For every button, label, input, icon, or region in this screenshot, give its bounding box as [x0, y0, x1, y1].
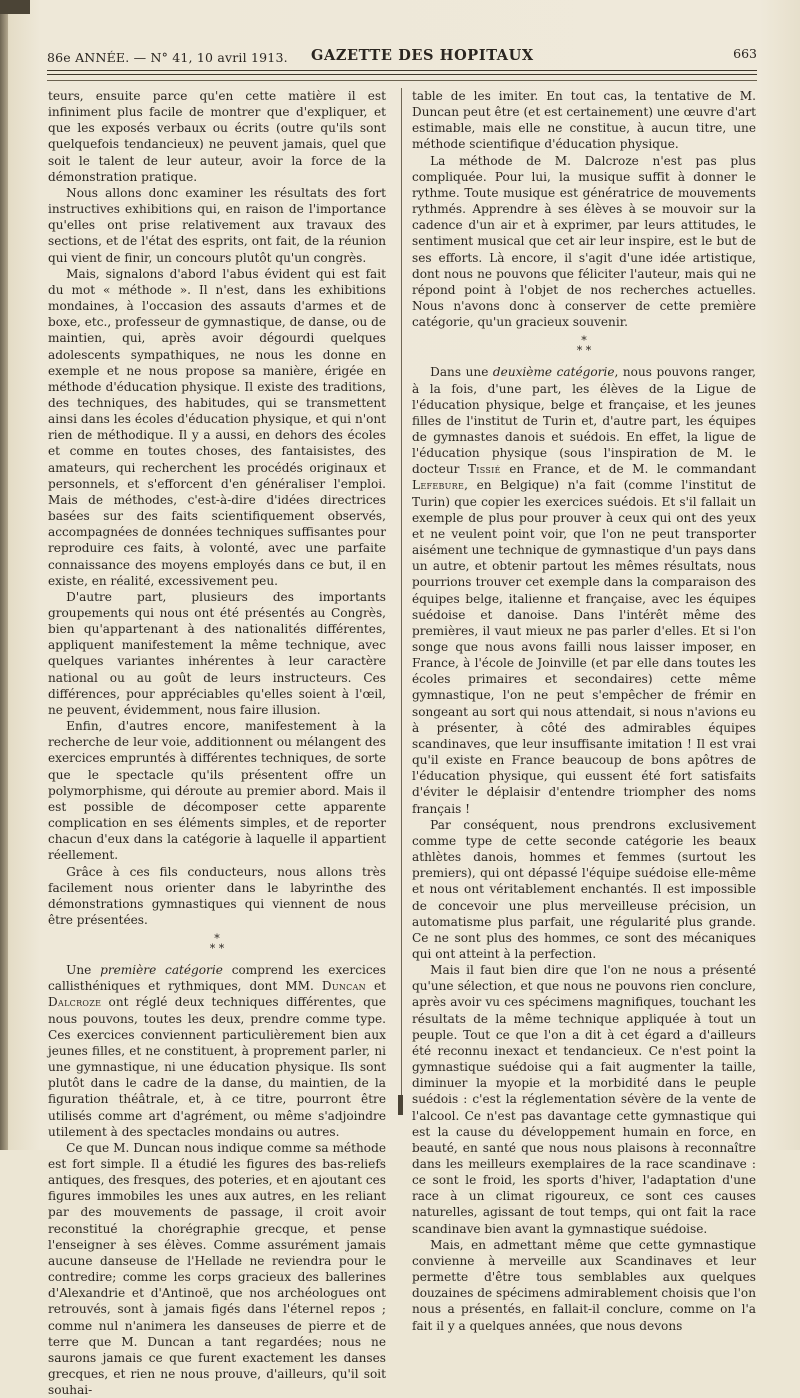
paragraph: Par conséquent, nous prendrons exclusivement comme type de cette seconde catégorie les beaux athlètes danois, hommes et femmes (surtout les premiers), qui ont dépassé l'équipe suédoise elle-même et nous ont véritablement enchantés. Il est impossible de concevoir une plus merveilleuse précision, un automatisme plus parfait, une régularité plus grande. Ce ne sont plus des hommes, ce sont des mécaniques qui ont atteint à la perfection.	[412, 817, 756, 961]
paragraph: Mais, en admettant même que cette gymnastique convienne à merveille aux Scandinaves et leur permette d'être tous semblables aux quelques douzaines de spécimens admirablement choisis que l'on nous a présentés, en fallait-il conclure, comme on l'a fait il y a quelques années, que nous devons	[412, 1237, 757, 1333]
header-rule-lower	[47, 80, 757, 81]
journal-title: GAZETTE DES HOPITAUX	[311, 47, 534, 64]
separator-star: *	[581, 334, 587, 348]
author-name: Lefebure	[412, 478, 465, 493]
text-run: comprend les exercices callisthéniques et rythmiques, dont MM.	[48, 963, 386, 994]
page-header	[47, 46, 757, 68]
paragraph: Nous allons donc examiner les résultats des fort instructives exhibitions qui, en raison de l'importance qu'elles ont prise relativement aux travaux des sections, et de l'état des esprits, ont fait, de la réunion qui vient de finir, un concours plutôt qu'un congrès.	[48, 185, 386, 265]
section-separator	[48, 934, 386, 954]
paragraph: La méthode de M. Dalcroze n'est pas plus compliquée. Pour lui, la musique suffit à donner le rythme. Toute musique est génératrice de mouvements rythmés. Apprendre à ses élèves à se mouvoir sur la cadence d'un air et à exprimer, par leurs attitudes, le sentiment musical que cet air leur inspire, est le but de ses efforts. Là encore, il s'agit d'une idée artistique, dont nous ne pouvons que féliciter l'auteur, mais qui ne répond point à l'objet de nos recherches actuelles. Nous n'avons donc à conserver de cette première catégorie, qu'un gracieux souvenir.	[412, 153, 756, 330]
paragraph: Ce que M. Duncan nous indique comme sa méthode est fort simple. Il a étudié les figures des bas-reliefs antiques, des fresques, des poteries, et en ajoutant ces figures immobiles les unes aux autres, en les reliant par des mouvements de passage, il croit avoir reconstitué la chorégraphie grecque, et pense l'enseigner à ses élèves. Comme assurément jamais aucune danseuse de l'Hellade ne reviendra pour le contredire; comme les corps gracieux des ballerines d'Alexandrie et d'Antinoë, que nos archéologues ont retrouvés, sont à jamais figés dans l'éternel repos ; comme nul n'animera les danseuses de pierre et de terre que M. Duncan a tant regardées; nous ne saurons jamais ce que furent exactement les danses grecques, et rien ne nous prouve, d'ailleurs, qu'il soit souhai-	[48, 1140, 386, 1398]
issue-line: 86e ANNÉE. — N° 41, 10 avril 1913.	[47, 50, 288, 65]
scan-mark	[0, 0, 30, 14]
author-name: Duncan	[321, 979, 366, 994]
separator-stars: * *	[576, 344, 592, 358]
paragraph: Grâce à ces fils conducteurs, nous allons très facilement nous orienter dans le labyrinthe des démonstrations gymnastiques qui viennent de nous être présentées.	[48, 864, 386, 927]
text-run: Une	[66, 963, 101, 978]
page-number: 663	[733, 46, 757, 61]
paragraph: Enfin, d'autres encore, manifestement à la recherche de leur voie, additionnent ou mélangent des exercices empruntés à différentes techniques, de sorte que le spectacle qu'ils présentent offre un polymorphisme, qui déroute au premier abord. Mais il est possible de décomposer cette apparente complication en ses éléments simples, et de reporter chacun d'eux dans la catégorie à laquelle il appartient réellement.	[48, 719, 386, 863]
column-divider	[401, 88, 402, 1108]
text-run: et	[365, 979, 386, 994]
scan-mark	[398, 1095, 403, 1115]
paragraph: Mais, signalons d'abord l'abus évident qui est fait du mot « méthode ». Il n'est, dans les exhibitions mondaines, à l'occasion des assauts d'armes et de boxe, etc., professeur de gymnastique, de danse, ou de maintien, qui, après avoir dégourdi quelques adolescents sympathiques, ne nous les donne en exemple et ne nous propose sa manière, érigée en méthode d'éducation physique. Il existe des traditions, des techniques, des habitudes, qui se transmettent ainsi dans les écoles d'éducation physique, et qui n'ont rien de méthodique. Il y a aussi, en dehors des écoles et comme en toutes choses, des fantaisistes, des amateurs, qui recherchent les procédés originaux et personnels, et s'efforcent d'en généraliser l'emploi. Mais de méthodes, c'est-à-dire d'idées directrices basées sur des faits scientifiquement observés, accompagnées de données techniques suffisantes pour reproduire ces faits, à volonté, avec une parfaite connaissance des moyens employés dans ce but, il en existe, en réalité, excessivement peu.	[48, 266, 386, 588]
author-name: Tissié	[467, 462, 501, 477]
text-run: , en Belgique) n'a fait (comme l'institut de Turin) que copier les exercices suédois. Et s'il fallait un exemple de plus pour prouver à ceux qui ont des yeux et ne veulent point voir, que l'on ne peut transporter aisément une technique de gymnastique d'un pays dans un autre, et obtenir partout les mêmes résultats, nous pourrions trouver cet exemple dans la comparaison des équipes belge, italienne et française, avec les équipes suédoise et danoise. Dans l'intérêt même des premières, il vaut mieux ne pas parler d'elles. Et si l'on songe que nous avons failli nous laisser imposer, en France, à l'école de Joinville (et par elle dans toutes les écoles primaires et secondaires) cette même gymnastique, l'on ne peut s'empêcher de frémir en songeant au sort qui nous attendait, si nous n'avions eu à présenter, à côté des admirables équipes scandinaves, que leur insuffisante imitation ! Il est vrai qu'il existe en France beaucoup de bons apôtres de l'éducation physique, qui eussent été fort satisfaits d'éviter le déplaisir d'entendre triompher des noms français !	[412, 478, 756, 816]
paragraph: table de les imiter. En tout cas, la tentative de M. Duncan peut être (et est certainement) une œuvre d'art estimable, mais elle ne constitue, à aucun titre, une méthode scientifique d'éducation physique.	[412, 89, 756, 152]
italic-term: deuxième catégorie	[492, 365, 615, 380]
italic-term: première catégorie	[100, 963, 223, 978]
text-run: Dans une	[430, 365, 493, 380]
separator-stars: * *	[209, 942, 225, 956]
header-rule-thin	[47, 74, 757, 75]
paragraph	[48, 962, 386, 1140]
separator-star: *	[214, 932, 220, 946]
paragraph: Mais il faut bien dire que l'on ne nous a présenté qu'une sélection, et que nous ne pouvons rien conclure, après avoir vu ces spécimens magnifiques, touchant les résultats de la même technique appliquée à tout un peuple. Tout ce que l'on a dit à cet égard a d'ailleurs été reconnu inexact et tendancieux. Ce n'est point la gymnastique suédoise qui a fait augmenter la taille, diminuer la myopie et la morbidité dans le peuple suédois : c'est la réglementation sévère de la vente de l'alcool. Ce n'est pas davantage cette gymnastique qui est la cause du développement humain en force, en beauté, en santé que nous nous plaisons à reconnaître dans les meilleurs exemplaires de la race scandinave : ce sont le froid, les sports d'hiver, l'adaptation d'une race à un climat rigoureux, ce sont ces causes naturelles, agissant de tout temps, qui ont fait la race scandinave bien avant la gymnastique suédoise.	[412, 963, 756, 1236]
author-name: Dalcroze	[48, 995, 102, 1010]
paragraph: D'autre part, plusieurs des importants groupements qui nous ont été présentés au Congrès, bien qu'appartenant à des nationalités différentes, appliquent manifestement la même technique, avec quelques variantes inhérentes à leur caractère national ou au goût de leurs instructeurs. Ces différences, pour appréciables qu'elles soient à l'œil, ne peuvent, évidemment, nous faire illusion.	[48, 589, 386, 717]
text-run: , nous pouvons ranger, à la fois, d'une part, les élèves de la Ligue de l'éducation physique, belge et française, et les jeunes filles de l'institut de Turin et, d'autre part, les équipes de gymnastes danois et suédois. En effet, la ligue de l'éducation physique (sous l'inspiration de M. le docteur	[412, 365, 756, 477]
binding-edge	[0, 0, 8, 1150]
paragraph: teurs, ensuite parce qu'en cette matière il est infiniment plus facile de montrer que d'expliquer, et que les exposés verbaux ou écrits (outre qu'ils sont quelquefois tendancieux) ne peuvent jamais, quel que soit le talent de leur auteur, avoir la force de la démonstration pratique.	[48, 89, 386, 184]
left-column	[48, 88, 386, 1398]
right-column	[412, 88, 756, 1334]
text-run: en France, et de M. le commandant	[500, 462, 757, 477]
paragraph	[412, 364, 756, 816]
text-run: ont réglé deux techniques différentes, que nous pouvons, toutes les deux, prendre comme type. Ces exercices conviennent particulièrement bien aux jeunes filles, et ne constituent, à proprement parler, ni une gymnastique, ni une éducation physique. Ils sont plutôt dans le cadre de la danse, du maintien, de la figuration théâtrale, et, à ce titre, pourront être utilisés comme art d'agrément, ou même s'adjoindre utilement à des spectacles mondains ou autres.	[48, 995, 386, 1139]
section-separator	[412, 336, 756, 356]
header-rule	[47, 70, 757, 71]
